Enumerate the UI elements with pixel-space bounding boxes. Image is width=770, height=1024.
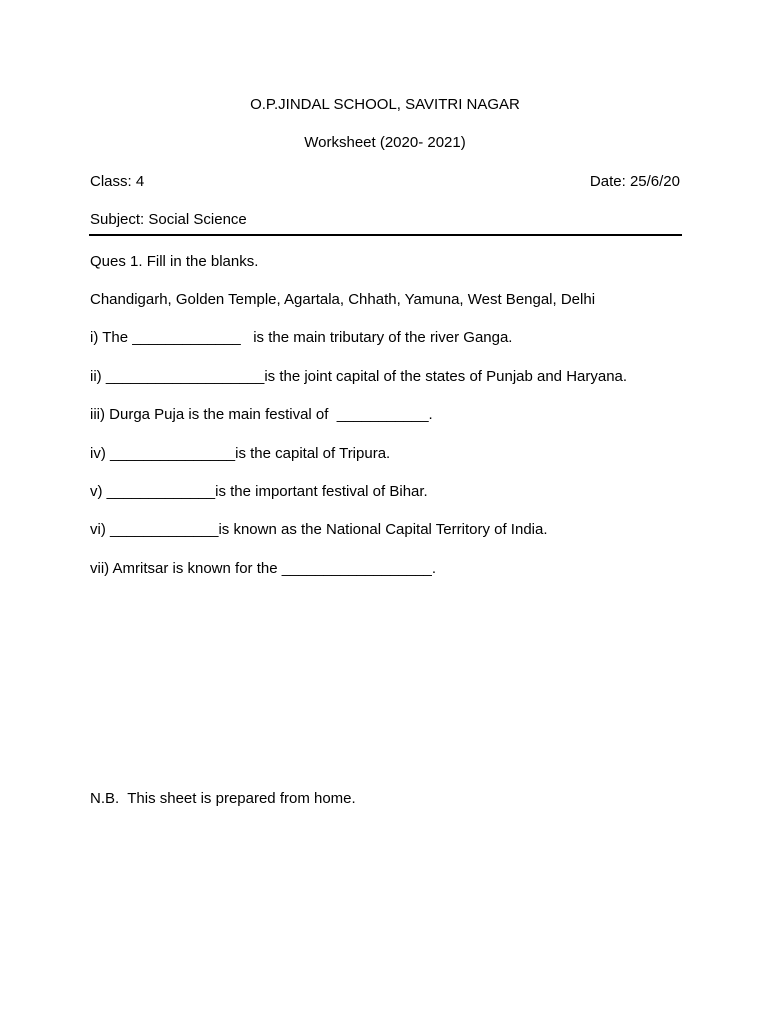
blank-item-7: vii) Amritsar is known for the __________________. [90,560,437,577]
class-label: Class: 4 [90,173,145,190]
date-label: Date: 25/6/20 [589,173,680,190]
school-name: O.P.JINDAL SCHOOL, SAVITRI NAGAR [250,96,520,113]
question-title: Ques 1. Fill in the blanks. [90,253,259,270]
blank-item-5: v) _____________is the important festival of Bihar. [90,483,428,500]
blank-item-6: vi) _____________is known as the National Capital Territory of India. [90,521,548,538]
blank-item-2: ii) ___________________is the joint capital of the states of Punjab and Haryana. [90,368,628,385]
subject-label: Subject: Social Science [90,211,247,228]
blank-item-4: iv) _______________is the capital of Tripura. [90,445,391,462]
blank-item-1: i) The _____________ is the main tributary of the river Ganga. [90,329,513,346]
blank-item-3: iii) Durga Puja is the main festival of ___________. [90,406,433,423]
header-divider [89,234,682,236]
worksheet-title: Worksheet (2020- 2021) [304,134,466,151]
footer-note: N.B. This sheet is prepared from home. [90,790,356,807]
word-bank: Chandigarh, Golden Temple, Agartala, Chhath, Yamuna, West Bengal, Delhi [90,291,596,308]
